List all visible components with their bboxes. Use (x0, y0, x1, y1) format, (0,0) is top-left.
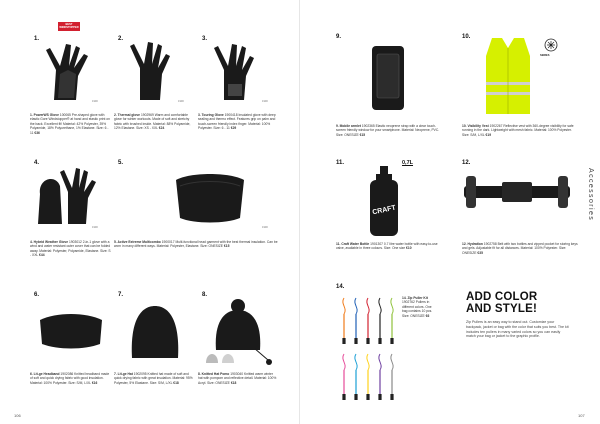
zip-puller-10 (390, 354, 393, 400)
product-9-armlet-image (368, 42, 408, 114)
zip-puller-7 (354, 354, 357, 400)
zip-puller-6 (342, 354, 345, 400)
zip-puller-grid (338, 292, 438, 408)
product-10-number: 10. (462, 34, 471, 40)
product-7-number: 7. (118, 292, 124, 298)
product-5-caption: 5. Active Extreme Multicombo 1900017 Multi-functional head garment with the best thermal insulation. Can be worn in many different ways. Material: Polyester, Elastane. Size: ONESIZE €15 (114, 240, 278, 249)
product-2-glove-image (124, 40, 184, 102)
product-1-sku: 1900 (92, 100, 98, 103)
bottle-volume-label: 0,7L (402, 160, 414, 166)
product-5-number: 5. (118, 160, 124, 166)
zip-puller-9 (378, 354, 381, 400)
eco-series-icon (544, 38, 558, 52)
product-7-hat-image (128, 302, 182, 362)
product-11-bottle-image (364, 166, 404, 238)
product-14-number: 14. (336, 284, 345, 290)
zip-puller-8 (366, 354, 369, 400)
product-12-caption: 12. Hydration 1902758 Belt with two bottles and zipped pocket for storing keys and gels. Adjustable fit for all distances. Material: 100% Polyester. Size: ONESIZE €35 (462, 242, 578, 255)
product-8-color-variants (204, 352, 238, 364)
product-14-caption: 14. Zip Puller Kit 1902762 Pullers in different colors. One bag contains 10 pcs. Size: ONESIZE €6 (402, 296, 433, 318)
eco-series-label: SERIES (540, 54, 550, 57)
product-8-number: 8. (202, 292, 208, 298)
product-1-number: 1. (34, 36, 40, 42)
product-4-mitten-image (32, 164, 104, 228)
headline: ADD COLOR AND STYLE! (466, 291, 538, 315)
product-2-number: 2. (118, 36, 124, 42)
page-number-right: 107 (578, 413, 585, 418)
product-11-number: 11. (336, 160, 345, 166)
product-6-headband-image (36, 310, 106, 350)
product-4-sku: 1900 (92, 226, 98, 229)
product-8-caption: 8. Knitted Hat Pomo 1903040 Knitted warm winter hat with pompom and reflective detail. Material: 100% Acryl. Size: ONESIZE €18 (198, 372, 277, 385)
product-5-multicombo-image (170, 172, 250, 224)
zip-puller-1 (342, 298, 345, 344)
product-12-belt-image (462, 170, 572, 214)
section-title-vertical: Accessories (587, 168, 594, 222)
zip-puller-2 (354, 298, 357, 344)
product-9-caption: 9. Mobile armlet 1902365 Elastic neoprene strap with a clear touch-screen friendly window for your smartphone. Material: Neoprene, PVC. Size: ONESIZE €15 (336, 124, 440, 137)
product-6-caption: 6. Lit-ge Headband 1902086 Knitted headband made of soft and quick drying fabric with good insulation. Material: 100% Polyester. Size: S/M, L/XL €16 (30, 372, 110, 385)
product-3-glove-image (206, 40, 268, 102)
zip-puller-3 (366, 298, 369, 344)
product-11-caption: 11. Craft Water Bottle 1901307 0.7 litre water bottle with easy-to-use valve, available in three colours. Size: One size €10 (336, 242, 438, 251)
page-number-left: 106 (14, 413, 21, 418)
svg-text:CRAFT: CRAFT (371, 204, 397, 217)
zip-puller-4 (378, 298, 381, 344)
product-3-sku: 1900 (262, 100, 268, 103)
product-7-caption: 7. Lit-ge Hat 1902095 Knitted hat made of soft and quick drying fabric with great insulation. Material: 95% Polyester, 5% Elastane. Size: S/M, L/XL €18 (114, 372, 193, 385)
product-9-number: 9. (336, 34, 342, 40)
product-6-number: 6. (34, 292, 40, 298)
product-1-glove-image (36, 40, 106, 102)
product-4-caption: 4. Hybrid Weather Glove 1903012 2-in-1 glove with a wind and water resistant outer cover that can be folded away. Material: Polyester, Polyamide, Elastane. Size: S - XXL €44 (30, 240, 111, 258)
intro-text: Zip Pullers is an easy way to stand out. Customize your backpack, jacket or bag with the color that suits you best. The kit includes ten pullers in many varied colors so you can easily match your bag or jacket to the graphic profile. (466, 320, 569, 339)
product-1-caption: 1. PowerWS Glove 100065 Pre-shaped glove with elastic Gore Windstopper® at hand and elastic print on the back. Excellent fit! Material: 42% Polyester, 39% Polyamide, 18% Polyurethane, 1% Elastane. Size: 6 - 11 €36 (30, 113, 110, 135)
product-10-vest-image (480, 34, 536, 118)
product-2-caption: 2. Thermal glove 1902969 Warm and comfortable glove for winter workouts. Made of soft and stretchy fabric with brushed inside. Material: 88% Polyamide, 12% Elastane. Size: XS - XXL €24 (114, 113, 191, 131)
product-5-sku: 1900 (262, 226, 268, 229)
best-windstopper-badge: BEST WINDSTOPPER (59, 23, 79, 30)
product-10-caption: 10. Visibility Vest 1902267 Reflective vest with 360-degree visibility for safe running in the dark. Lightweight with mesh fabric. Material: 100% Polyester. Size: S/M, L/XL €19 (462, 124, 574, 137)
product-12-number: 12. (462, 160, 471, 166)
product-2-sku: 1900 (178, 100, 184, 103)
product-3-number: 3. (202, 36, 208, 42)
product-3-caption: 3. Touring Glove 1900418 Insulated glove with deep sealing and thermo effect. Features grip on palm and touch-screen friendly index finger. Material: 100% Polyester. Size: 6 - 11 €29 (198, 113, 276, 131)
zip-puller-5 (390, 298, 393, 344)
product-4-number: 4. (34, 160, 40, 166)
